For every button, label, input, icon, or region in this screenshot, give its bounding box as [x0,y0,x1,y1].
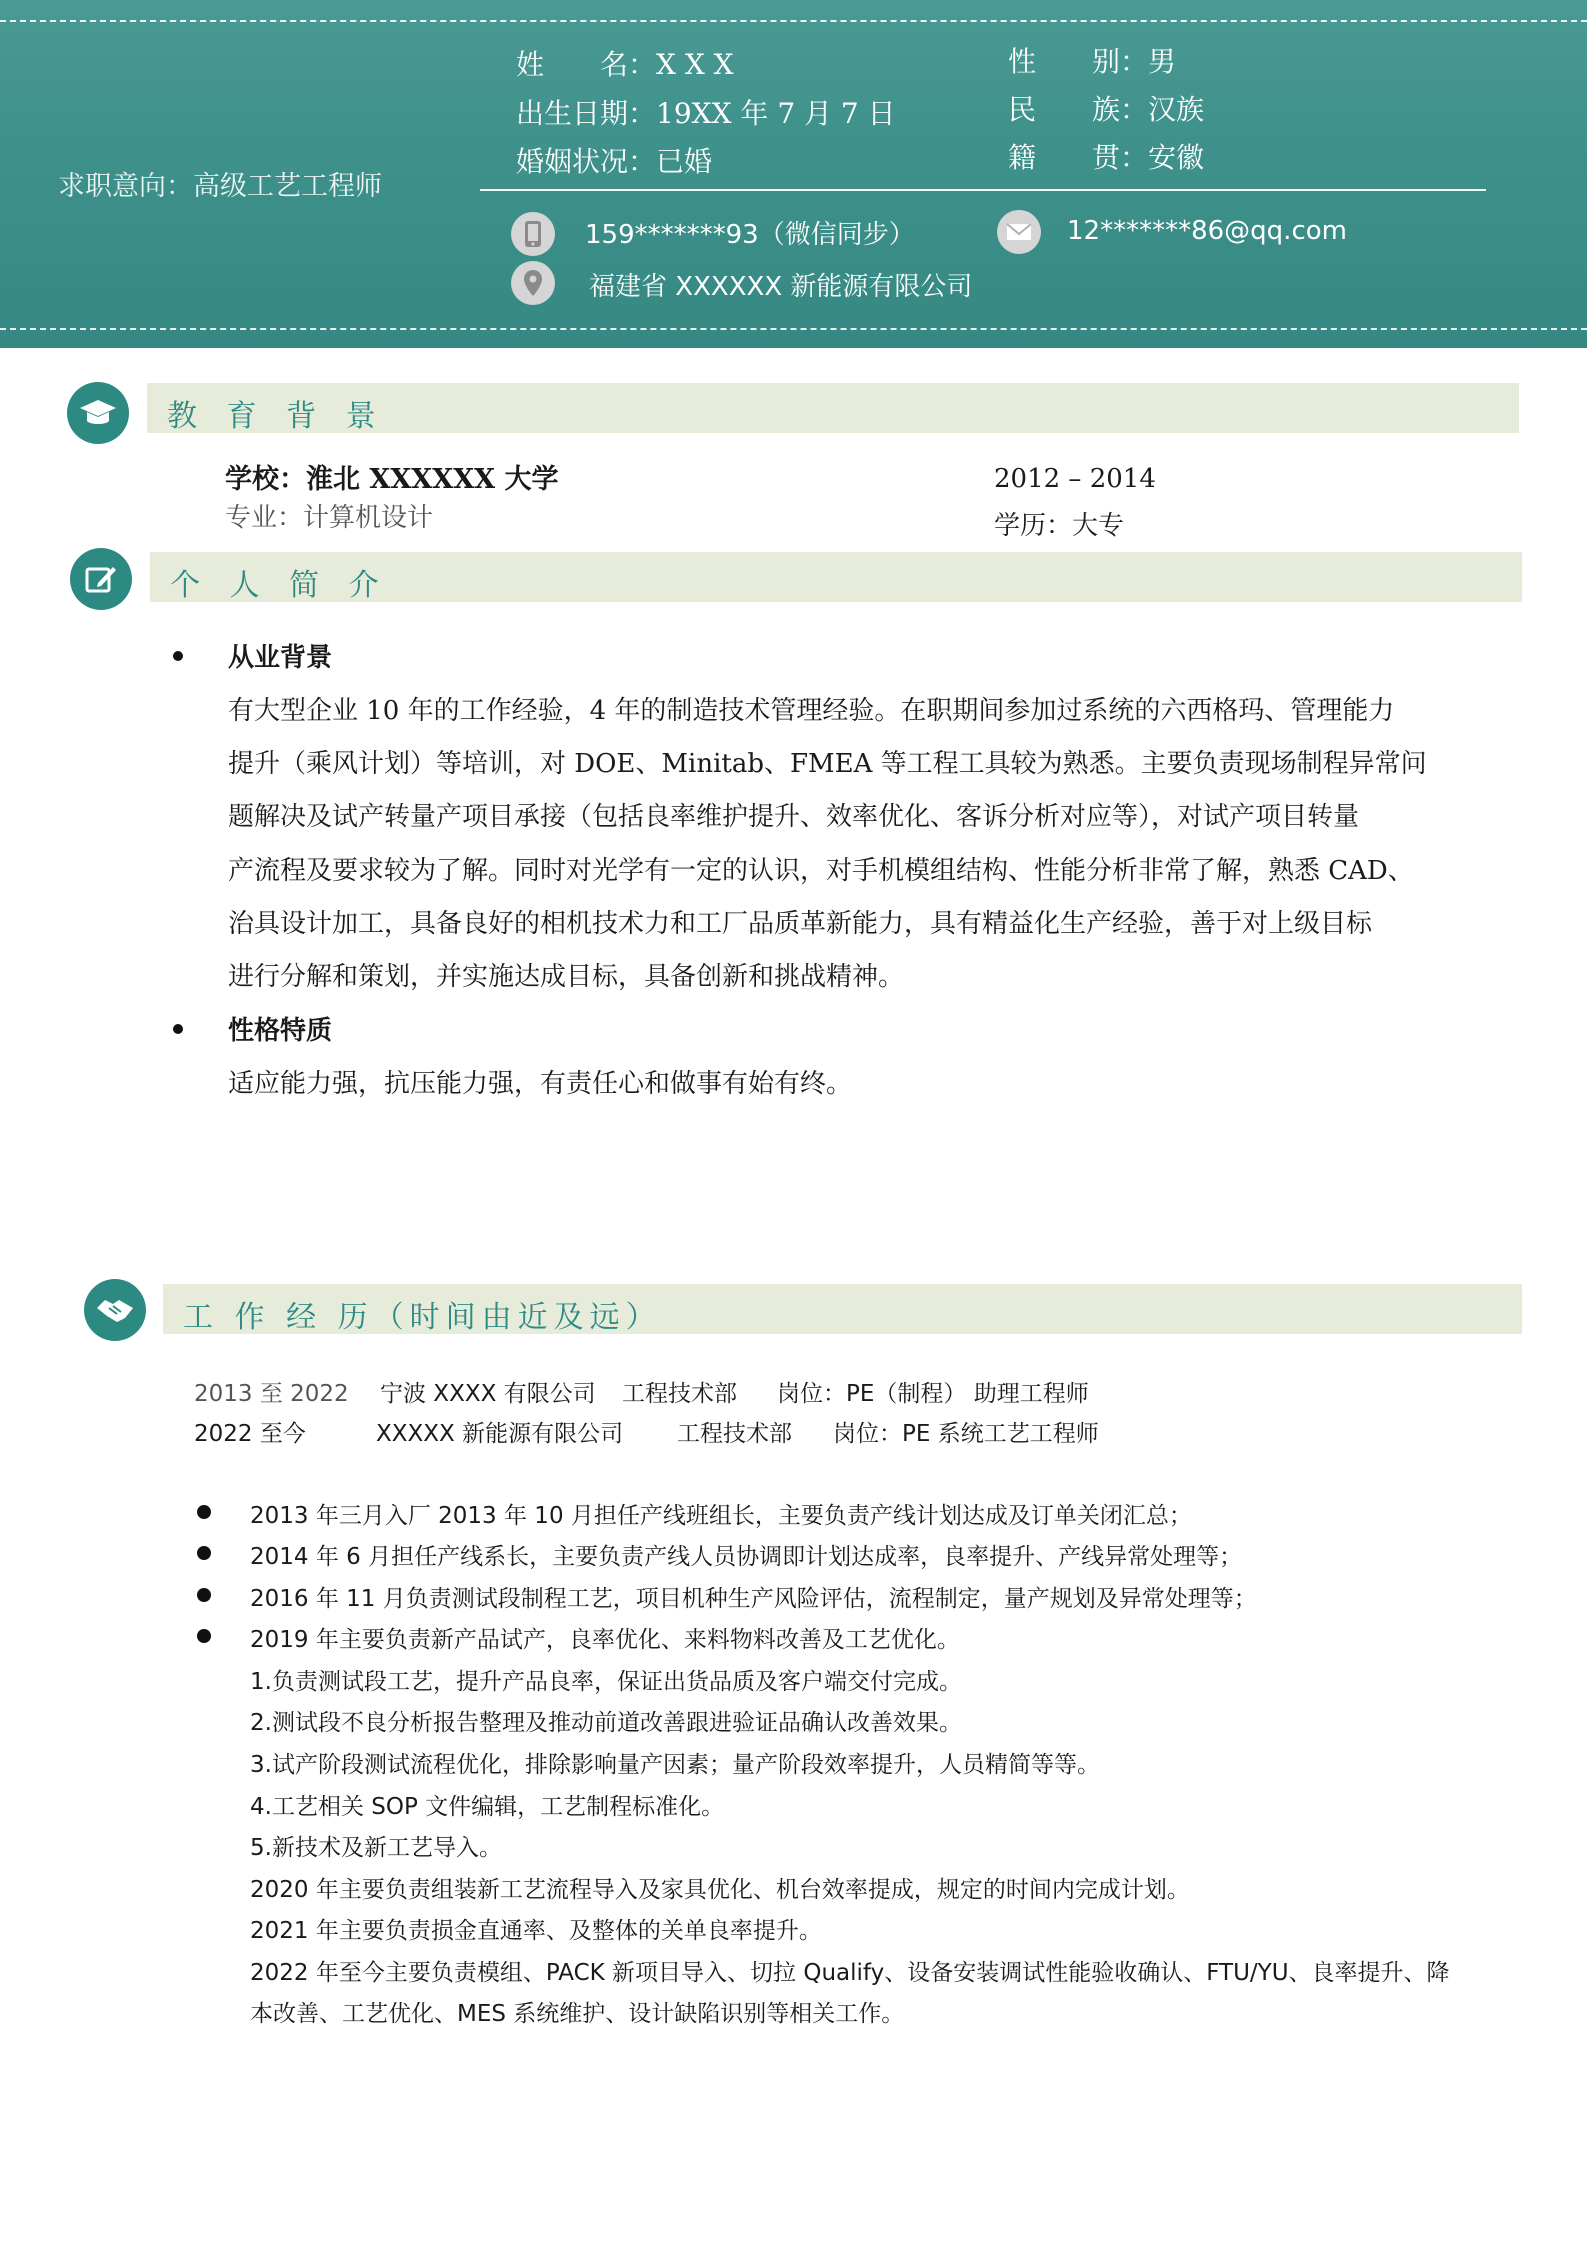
origin-row [1008,136,1204,176]
gender-value: 男 [1148,45,1177,78]
job-period: 2013 至 2022 [194,1381,349,1407]
phone-icon [511,212,555,256]
graduation-cap-icon [67,382,129,444]
work-bullet-item: 2013 年三月入厂 2013 年 10 月担任产线班组长，主要负责产线计划达成及订单关闭汇总； [250,1503,1192,1529]
job-post: 岗位：PE 系统工艺工程师 [833,1421,1099,1447]
header-divider [480,189,1486,191]
education-school: 学校：淮北 XXXXXX 大学 [225,464,559,495]
work-detail-line: 2.测试段不良分析报告整理及推动前道改善跟进验证品确认改善效果。 [250,1710,962,1736]
profile-trait-heading: 性格特质 [228,1016,333,1046]
profile-bg-heading: 从业背景 [228,643,333,673]
gender-label: 性 别： [1008,45,1149,78]
objective-value: 高级工艺工程师 [193,171,382,202]
edit-note-icon [70,548,132,610]
birth-row [516,92,896,132]
education-period: 2012 – 2014 [994,464,1156,494]
job-company: XXXXX 新能源有限公司 [376,1421,624,1447]
gender-row [1008,40,1176,80]
ethnic-label: 民 族： [1008,93,1149,126]
job-dept: 工程技术部 [622,1381,737,1407]
profile-bg-line: 进行分解和策划，并实施达成目标，具备创新和挑战精神。 [228,962,905,992]
profile-bg-line: 有大型企业 10 年的工作经验，4 年的制造技术管理经验。在职期间参加过系统的六西格玛、管理能力 [228,696,1395,726]
work-detail-line: 本改善、工艺优化、MES 系统维护、设计缺陷识别等相关工作。 [250,2001,905,2027]
name-row [516,43,734,83]
job-dept: 工程技术部 [677,1421,792,1447]
work-detail-line: 2022 年至今主要负责模组、PACK 新项目导入、切拉 Qualify、设备安装调试性能验收确认、FTU/YU、良率提升、降 [250,1960,1450,1986]
work-detail-line: 3.试产阶段测试流程优化，排除影响量产因素；量产阶段效率提升，人员精简等等。 [250,1752,1100,1778]
profile-bg-line: 治具设计加工，具备良好的相机技术力和工厂品质革新能力，具有精益化生产经验，善于对上级目标 [228,909,1373,939]
job-objective [58,164,382,203]
header-dashed-border-bottom [0,328,1587,330]
bullet-dot [197,1505,211,1519]
marriage-label: 婚姻状况： [516,145,657,178]
work-title: 工 作 经 历（时间由近及远） [183,1300,662,1335]
email-text: 12*******86@qq.com [1067,216,1347,246]
objective-label: 求职意向： [58,171,193,202]
education-major: 专业：计算机设计 [225,503,434,533]
profile-trait-line: 适应能力强，抗压能力强，有责任心和做事有始有终。 [228,1069,853,1099]
email-icon [997,210,1041,254]
profile-title: 个 人 简 介 [170,568,389,603]
education-degree: 学历：大专 [994,511,1125,541]
name-value: X X X [656,48,734,81]
marriage-row [516,140,712,180]
profile-bg-line: 题解决及试产转量产项目承接（包括良率维护提升、效率优化、客诉分析对应等），对试产项目转量 [228,802,1360,832]
name-label: 姓 名： [516,48,657,81]
work-bullet-item: 2016 年 11 月负责测试段制程工艺，项目机种生产风险评估，流程制定，量产规划及异常处理等； [250,1586,1257,1612]
work-detail-line: 1.负责测试段工艺，提升产品良率，保证出货品质及客户端交付完成。 [250,1669,962,1695]
header-band [0,0,1587,348]
ethnic-value: 汉族 [1148,93,1205,126]
work-detail-line: 5.新技术及新工艺导入。 [250,1835,502,1861]
work-detail-line: 2020 年主要负责组装新工艺流程导入及家具优化、机台效率提成，规定的时间内完成计划。 [250,1877,1190,1903]
job-period: 2022 至今 [194,1421,306,1447]
bullet-dot [173,1024,183,1034]
origin-label: 籍 贯： [1008,141,1149,174]
job-post: 岗位：PE（制程） 助理工程师 [777,1381,1089,1407]
work-detail-line: 2021 年主要负责损金直通率、及整体的关单良率提升。 [250,1918,822,1944]
ethnic-row [1008,88,1204,128]
birth-label: 出生日期： [516,97,657,130]
job-company: 宁波 XXXX 有限公司 [380,1381,596,1407]
marriage-value: 已婚 [656,145,713,178]
work-bullet-item: 2019 年主要负责新产品试产，良率优化、来料物料改善及工艺优化。 [250,1627,960,1653]
work-bullet-item: 2014 年 6 月担任产线系长，主要负责产线人员协调即计划达成率，良率提升、产线异常处理等； [250,1544,1243,1570]
address-text: 福建省 XXXXXX 新能源有限公司 [589,272,973,302]
bullet-dot [173,651,183,661]
bullet-dot [197,1629,211,1643]
education-title: 教 育 背 景 [167,399,386,434]
bullet-dot [197,1546,211,1560]
bullet-dot [197,1588,211,1602]
work-detail-line: 4.工艺相关 SOP 文件编辑，工艺制程标准化。 [250,1794,725,1820]
origin-value: 安徽 [1148,141,1205,174]
profile-bg-line: 提升（乘风计划）等培训，对 DOE、Minitab、FMEA 等工程工具较为熟悉。主要负责现场制程异常问 [228,749,1427,779]
phone-text: 159*******93（微信同步） [585,220,915,250]
profile-bg-line: 产流程及要求较为了解。同时对光学有一定的认识，对手机模组结构、性能分析非常了解，熟悉 CAD、 [228,856,1414,886]
location-pin-icon [511,261,555,305]
header-dashed-border-top [0,20,1587,22]
birth-value: 19XX 年 7 月 7 日 [656,97,896,130]
handshake-icon [84,1279,146,1341]
